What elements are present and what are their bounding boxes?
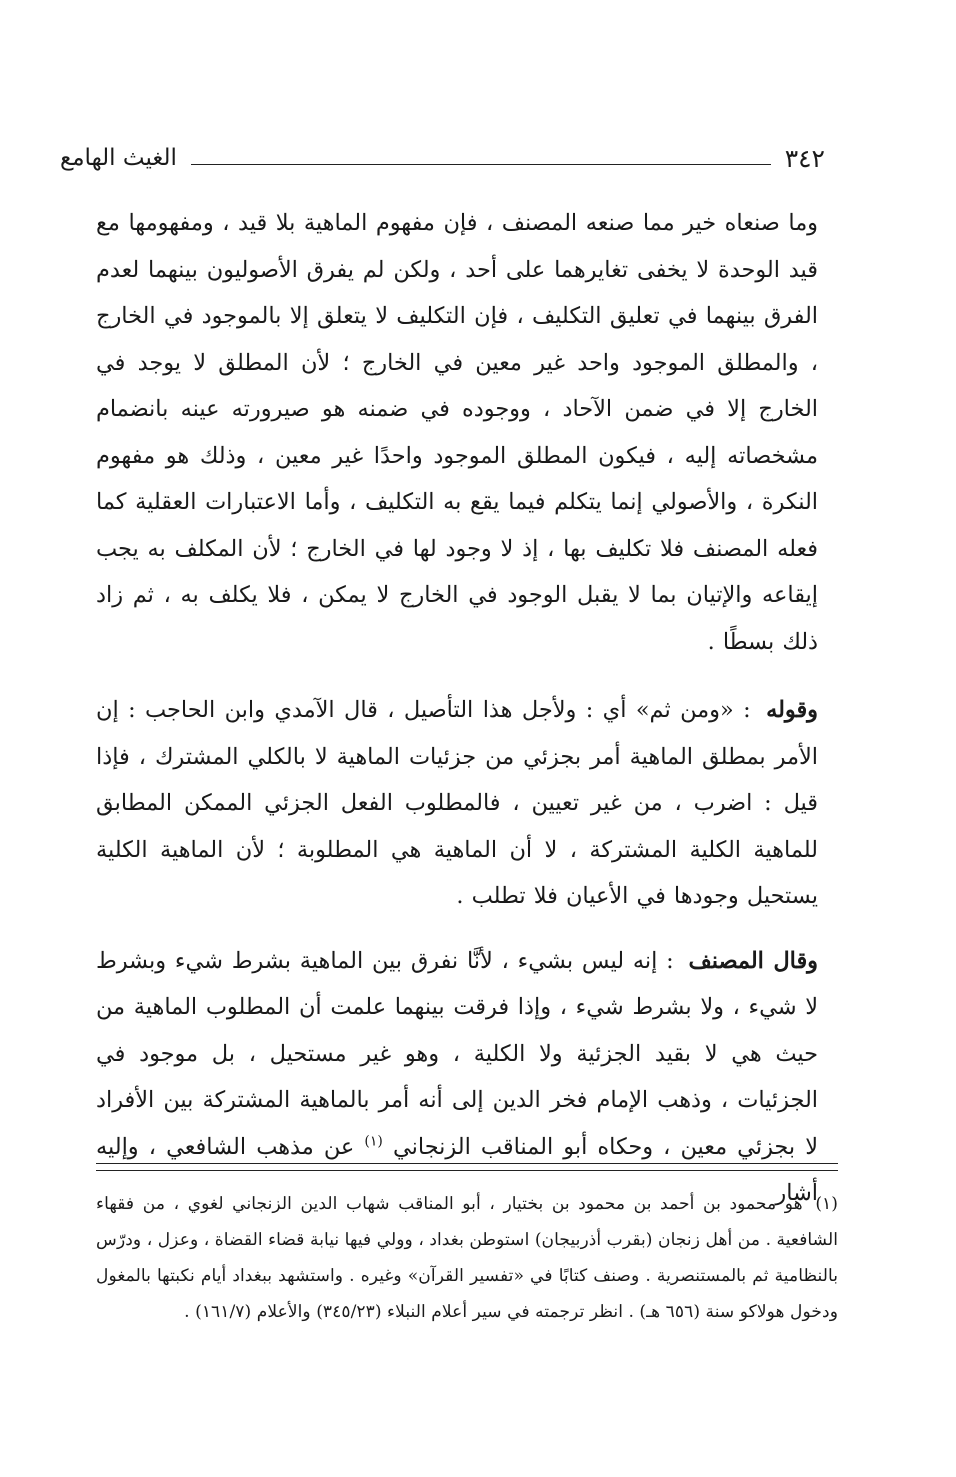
main-text xyxy=(96,200,818,1239)
footnote-1 xyxy=(96,1186,838,1330)
footnote-separator xyxy=(96,1163,838,1171)
paragraph-2 xyxy=(96,687,818,920)
paragraph-tail: عن مذهب الشافعي ، وإليه أشار xyxy=(96,1133,818,1206)
paragraph-1 xyxy=(96,200,818,665)
footnote-text: هو محمود بن أحمد بن محمود بن بختيار ، أبو المناقب شهاب الدين الزنجاني لغوي ، من فقهاء الشافعية . من أهل زنجان (بقرب أذربيجان) استوطن بغداد ، وولي فيها نيابة قضاء القضاة ، وعزل ، ودرّس بالنظامية ثم بالمستنصرية . وصنف كتابًا في «تفسير القرآن» وغيره . واستشهد ببغداد أيام نكبتها بالمغول ودخول هولاكو سنة (٦٥٦ هـ) . انظر ترجمته في سير أعلام النبلاء (٣٤٥/٢٣) والأعلام (١٦١/٧) . xyxy=(96,1194,838,1322)
running-header xyxy=(60,138,825,178)
header-rule xyxy=(191,164,771,165)
footnote-reference[interactable]: (١) xyxy=(364,1133,383,1150)
page-number: ٣٤٢ xyxy=(784,143,825,173)
paragraph-text: : إنه ليس بشيء ، لأنَّا نفرق بين الماهية بشرط شيء وبشرط لا شيء ، ولا بشرط شيء ، وإذا فرقت بينهما علمت أن المطلوب الماهية من حيث هي لا بقيد الجزئية ولا الكلية ، وهو غير مستحيل ، بل موجود في الجزئيات ، وذهب الإمام فخر الدين إلى أنه أمر بالماهية المشتركة بين الأفراد لا بجزئي معين ، وحكاه أبو المناقب الزنجاني xyxy=(96,947,819,1160)
footnote-number: (١) xyxy=(815,1194,838,1214)
paragraph-text: وما صنعاه خير مما صنعه المصنف ، فإن مفهوم الماهية بلا قيد ، ومفهومها مع قيد الوحدة لا يخفى تغايرهما على أحد ، ولكن لم يفرق الأصوليون بينهما لعدم الفرق بينهما في تعليق التكليف ، فإن التكليف لا يتعلق إلا بالموجود في الخارج ، والمطلق الموجود واحد غير معين في الخارج ؛ لأن المطلق لا يوجد في الخارج إلا في ضمن الآحاد ، ووجوده في ضمنه هو صيرورته عينه بانضمام مشخصاته إليه ، فيكون المطلق الموجود واحدًا غير معين ، وذلك هو مفهوم النكرة ، والأصولي إنما يتكلم فيما يقع به التكليف ، وأما الاعتبارات العقلية كما فعله المصنف فلا تكليف بها ، إذ لا وجود لها في الخارج ؛ لأن المكلف به يجب إيقاعه والإتيان بما لا يقبل الوجود في الخارج لا يمكن ، فلا يكلف به ، ثم زاد ذلك بسطًا . xyxy=(96,210,818,655)
paragraph-3 xyxy=(96,938,818,1217)
paragraph-text: : «ومن ثم» أي : ولأجل هذا التأصيل ، قال الآمدي وابن الحاجب : إن الأمر بمطلق الماهية أمر بجزئي من جزئيات الماهية لا بالكلي المشترك ، فإذا قيل : اضرب ، من غير تعيين ، فالمطلوب الفعل الجزئي الممكن المطابق للماهية الكلية المشتركة ، لا أن الماهية هي المطلوبة ؛ لأن الماهية الكلية يستحيل وجودها في الأعيان فلا تطلب . xyxy=(96,697,818,909)
paragraph-lead: وقوله xyxy=(766,697,818,723)
paragraph-lead: وقال المصنف xyxy=(688,947,818,974)
book-title: الغيث الهامع xyxy=(60,144,177,171)
footnotes xyxy=(96,1186,838,1330)
